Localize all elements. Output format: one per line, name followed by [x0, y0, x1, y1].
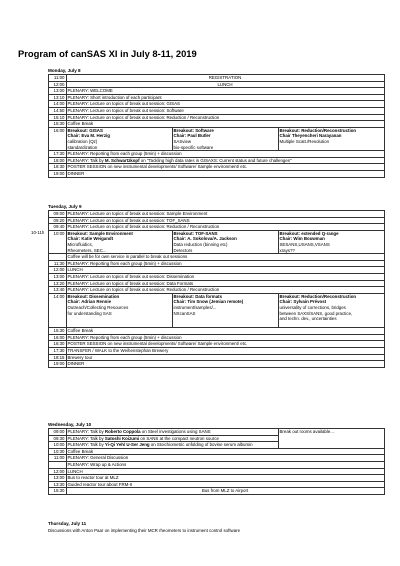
- table-row: 18:00 PLENARY: Talk by M. Schwartzkopf on "Tackling high data rates in GISAXS: Current status and future challenges": [30, 157, 384, 164]
- table-row: 15:30 Coffee Break: [30, 328, 384, 335]
- breakout-gisas: Breakout: GISAS Chair: Eva M. Herzig calibration (Qz) standardization: [66, 127, 172, 150]
- table-row: 18:30 POSTER SESSION on new instrumental developments/ Software/ Sample environment/ etc.: [30, 164, 384, 171]
- breakout-data-formats: Breakout: Data formats Chair: Tim Snow (Jemian remote) instrument/samples/... NXcanSAS: [172, 293, 278, 328]
- table-row: 13:20 PLENARY: Lecture on topics of break out session: Data Formats: [30, 280, 384, 287]
- table-row: 10:30 Coffee Break: [30, 448, 384, 455]
- table-row: 14:50 PLENARY: Lecture on topics of break out session: Software: [30, 107, 384, 114]
- table-row: 17:30 PLENARY: Reporting from each group (5min) + discussion: [30, 151, 384, 158]
- breakout-reduction: Breakout: Reduction/Reconstruction Chair Theyencheri Narayanan Multiple Scatt./Resolution: [278, 127, 384, 150]
- table-row: 14:00 PLENARY: Lecture on topics of break out session: GISAS: [30, 101, 384, 108]
- table-row: 12:00 LUNCH: [30, 468, 384, 475]
- table-row: 12:00 LUNCH: [30, 267, 384, 274]
- table-row: 18:15 Brewery tour: [30, 354, 384, 361]
- side-label: 10-11h: [31, 230, 45, 236]
- table-row: 13:00 Bus to reactor tour at MLZ: [30, 475, 384, 482]
- table-row: 11:00 PLENARY: General Discussion: [30, 455, 384, 462]
- table-row: 11:00 REGISTRATION: [30, 75, 384, 82]
- table-row: 11:30 PLENARY: Reporting from each group (5min) + discussion: [30, 260, 384, 267]
- table-row: Coffee will be for own service in parallel to break out sessions: [30, 254, 384, 261]
- page-title: Program of canSAS XI in July 8-11, 2019: [18, 48, 197, 59]
- table-row: 15:30 Coffee Break: [30, 121, 384, 128]
- table-row: 16:30 POSTER SESSION on new instrumental developments/ Software/ Sample environment/ etc.: [30, 341, 384, 348]
- table-row: 13:00 PLENARY: Lecture on topics of break out session: Dissemination: [30, 273, 384, 280]
- table-row: 09:00 PLENARY: Talk by Roberto Coppola on Steel investigations using SANS Break out rooms available...: [30, 429, 384, 436]
- break-out-rooms-note: Break out rooms available...: [278, 429, 384, 449]
- breakout-reduction-tuesday: Breakout: Reduction/Reconstruction Chair: Sylvain Prévost universality of corrections, bridges between SAXS/SANS, good practice, and techn. dev., uncertainties: [278, 293, 384, 328]
- day-heading-thursday: Thursday, July 11: [48, 521, 87, 526]
- table-row: 09:30 PLENARY: Talk by Satoshi Koizumi on SANS at the compact neutron source: [30, 435, 384, 442]
- table-row: 13:10 PLENARY: Short introduction of each participant: [30, 94, 384, 101]
- breakout-extended-q-range: Breakout: extended Q-range Chair: Wim Bouwman SESANS,USANS,VSANS xrays??: [278, 230, 384, 253]
- table-row: 09:20 PLENARY: Lecture on topics of break out session: TOF_SANS: [30, 217, 384, 224]
- schedule-table-monday: [30, 74, 385, 178]
- breakout-row: 10-11h 10:00 Breakout: Sample Environment Chair: Katie Weigandt Microfluidics, Rheometers, SEC... Breakout: TOF-SANS Chair: A. Sokolova/A. Jackson Data reduction (binning etc) Detectors Breakout: extended Q-range Chair: Wim Bouwman SESANS,USANS,VSANS xrays??: [30, 230, 384, 253]
- schedule-table-tuesday: [30, 210, 385, 368]
- breakout-software: Breakout: Software Chair: Paul Butler SASview bio-specific software: [172, 127, 278, 150]
- day-heading-wednesday: Wednesday, July 10: [48, 422, 92, 427]
- day-heading-tuesday: Tuesday, July 9: [48, 204, 82, 209]
- breakout-sample-environment: Breakout: Sample Environment Chair: Katie Weigandt Microfluidics, Rheometers, SEC...: [66, 230, 172, 253]
- schedule-table-wednesday: [30, 428, 385, 495]
- table-row: 15:10 PLENARY: Lecture on topics of break out session: Reduction / Reconstruction: [30, 114, 384, 121]
- thursday-text: Discussions with Anton Paar on implementing their MCR rheometers to instrument control software: [48, 528, 241, 533]
- table-row: 10:00 PLENARY: Talk by Yi-Qi Yeh/ U-Ser Jeng on Stoichiometric unfolding of bovine serum albumin: [30, 442, 384, 449]
- table-row: 16:00 PLENARY: Reporting from each group (5min) + discussion: [30, 334, 384, 341]
- table-row: 12:00 LUNCH: [30, 81, 384, 88]
- table-row: 09:40 PLENARY: Lecture on topics of break out session: Reduction / Reconstruction: [30, 224, 384, 231]
- breakout-dissemination: Breakout: Dissemination Chair: Adrian Rennie Outreach/Collecting Resources for understanding SAS: [66, 293, 172, 328]
- table-row: 09:00 PLENARY: Lecture on topics of break out session: Sample Environment: [30, 211, 384, 218]
- table-row: 19:00 DINNER: [30, 361, 384, 368]
- table-row: 13:00 PLENARY: WELCOME: [30, 88, 384, 95]
- breakout-row: 16:00 Breakout: GISAS Chair: Eva M. Herzig calibration (Qz) standardization Breakout: Software Chair: Paul Butler SASview bio-specific software Breakout: Reduction/Reconstruction Chair Theyencheri Narayanan Multiple Scatt./Resolution: [30, 127, 384, 150]
- breakout-row: 14:00 Breakout: Dissemination Chair: Adrian Rennie Outreach/Collecting Resources for understanding SAS Breakout: Data formats Chair: Tim Snow (Jemian remote) instrument/samples/... NXcanSAS Breakout: Reduction/Reconstruction Chair: Sylvain Prévost universality of corrections, bridges between SAXS/SANS, good practice, and techn. dev., uncertainties: [30, 293, 384, 328]
- table-row: 13:40 PLENARY: Lecture on topics of break out session: Reduction / Reconstruction: [30, 287, 384, 294]
- table-row: 13:30 Guided reactor tour about FRM-II: [30, 481, 384, 488]
- day-heading-monday: Monday, July 8: [48, 68, 81, 73]
- table-row: PLENARY: Wrap up & Actions: [30, 461, 384, 468]
- table-row: 17:30 TRANSFER / WALK to the Weihenstephan Brewery: [30, 348, 384, 355]
- table-row: 15:30 Bus from MLZ to Airport: [30, 488, 384, 495]
- table-row: 19:00 DINNER: [30, 170, 384, 177]
- breakout-tof-sans: Breakout: TOF-SANS Chair: A. Sokolova/A. Jackson Data reduction (binning etc) Detectors: [172, 230, 278, 253]
